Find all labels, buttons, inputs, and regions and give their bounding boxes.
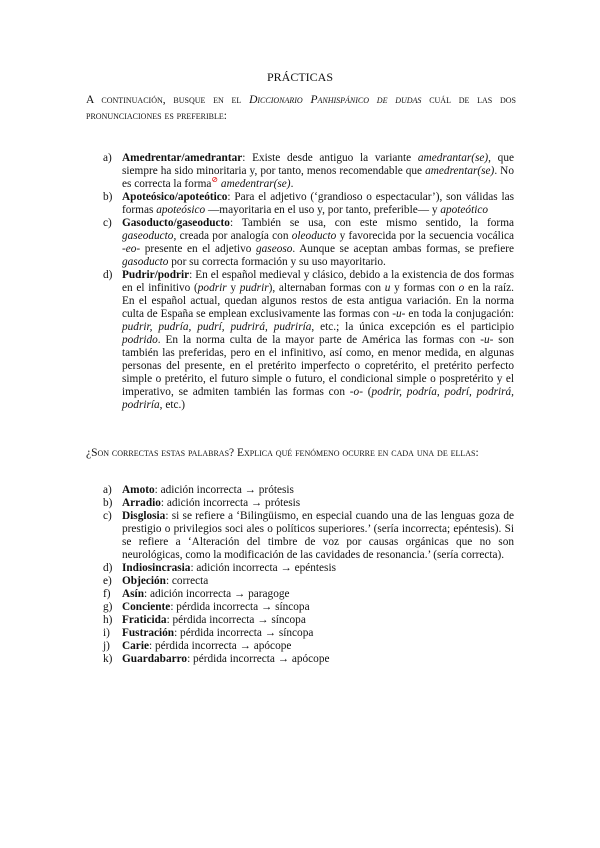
list-item-label: b) [103, 497, 113, 509]
text: . En la norma culta de la mayor parte de América las formas con [157, 334, 481, 346]
italic-text: amedrentar(se) [425, 165, 495, 177]
italic-text: gaseoso [256, 243, 293, 255]
italic-text: oleoducto [291, 230, 337, 242]
italic-text: podrido [122, 334, 158, 346]
text: ), alternaban formas con [268, 282, 385, 294]
text: A continuación, busque en el [86, 94, 250, 106]
text: por su correcta formación y su uso mayoritario. [168, 256, 386, 268]
italic-text: o [458, 282, 465, 294]
annotation-note-icon[interactable]: ⊘ [211, 175, 219, 185]
exercise-1-instruction [86, 92, 516, 124]
italic-text: gaseoducto [122, 230, 174, 242]
text: y formas con [390, 282, 459, 294]
italic-text: apoteótico [440, 204, 489, 216]
list-item [103, 575, 514, 588]
text: , etc.; la única excepción es el participio [311, 321, 515, 333]
italic-text: -u- [392, 308, 406, 320]
text: , creada por analogía con [173, 230, 292, 242]
list-item-label: f) [103, 588, 111, 600]
list-item [103, 640, 514, 653]
text: son también las preferidas, pero en el infinitivo, así como, en menor medida, en algunas personas del presente, en el pretérito imperfecto o copretérito, el pretérito perfecto simple o pretérito, el futuro simple o futuro, el condicional simple o pospretérito y el imperativo, se admiten también las formas con [122, 334, 514, 398]
term: Indiosincrasia [122, 562, 191, 574]
text: . No es correcta la forma [122, 165, 514, 190]
italic-text: pudrir [239, 282, 269, 294]
term: Disglosia [122, 510, 166, 522]
text: en la raíz. En el español actual, quedan algunos restos de esta antigua variación. En la norma culta de España se emplean exclusivamente las formas con [122, 282, 514, 320]
text: : pérdida incorrecta → apócope [187, 653, 330, 665]
list-item [103, 484, 514, 497]
italic-text: podrir [197, 282, 227, 294]
term: Guardabarro [122, 653, 188, 665]
list-item [103, 217, 514, 269]
list-item-label: i) [103, 627, 110, 639]
text: y favorecida por la secuencia vocálica [336, 230, 514, 242]
term: Conciente [122, 601, 171, 613]
italic-text: podrir, podría, podrí, podrirá, podriría [122, 386, 515, 411]
text: —mayoritaria en el uso y, por tanto, preferible— y [205, 204, 441, 216]
italic-text: pudrir, pudría, pudrí, pudrirá, pudriría [122, 321, 312, 333]
list-item-label: k) [103, 653, 113, 665]
list-item-label: g) [103, 601, 113, 613]
italic-text: -u- [480, 334, 494, 346]
list-item-label: e) [103, 575, 112, 587]
list-item [103, 562, 514, 575]
text: cuál de las dos pronunciaciones es preferible: [86, 94, 517, 122]
list-item-label: h) [103, 614, 113, 626]
list-item [103, 269, 514, 412]
text: : pérdida incorrecta → síncopa [166, 614, 306, 626]
list-item [103, 497, 514, 510]
text: : pérdida incorrecta → apócope [148, 640, 292, 652]
term: Gasoducto/gaseoducto [122, 217, 230, 229]
italic-text: gasoducto [122, 256, 169, 268]
text: presente en el adjetivo [140, 243, 256, 255]
text: ( [362, 386, 372, 398]
list-item-label: b) [103, 191, 113, 203]
italic-text: -o- [349, 386, 363, 398]
list-item [103, 191, 514, 217]
italic-text: amedrantar(se) [417, 152, 489, 164]
list-item-label: a) [103, 152, 112, 164]
text: : En el español medieval y clásico, debido a la existencia de dos formas en el infinitivo ( [122, 269, 514, 294]
text: : adición incorrecta → epéntesis [190, 562, 336, 574]
text: : También se usa, con este mismo sentido, la forma [229, 217, 514, 229]
text: : adición incorrecta → paragoge [143, 588, 290, 600]
text: : adición incorrecta → prótesis [160, 497, 301, 509]
text: , que siempre ha sido minoritaria y, por tanto, menos recomendable que [122, 152, 514, 177]
text: . Aunque se aceptan ambas formas, se prefiere [292, 243, 515, 255]
text: : Para el adjetivo (‘grandioso o espectacular’), son válidas las formas [122, 191, 514, 216]
italic-text: Diccionario Panhispánico de dudas [249, 94, 422, 106]
text: : pérdida incorrecta → síncopa [174, 627, 314, 639]
term: Apoteósico/apoteótico [122, 191, 228, 203]
list-item [103, 601, 514, 614]
list-item [103, 588, 514, 601]
text: ¿Son correctas estas palabras? Explica qué fenómeno ocurre en cada una de ellas: [86, 447, 479, 459]
list-item-label: d) [103, 269, 113, 281]
text: : correcta [165, 575, 209, 587]
term: Pudrir/podrir [122, 269, 190, 281]
text: en toda la conjugación: [405, 308, 514, 320]
term: Arradio [122, 497, 161, 509]
list-item-label: c) [103, 510, 112, 522]
term: Carie [122, 640, 149, 652]
term: Asín [122, 588, 144, 600]
page-title: PRÁCTICAS [266, 70, 334, 84]
italic-text: -eo- [122, 243, 141, 255]
list-item [103, 653, 514, 666]
exercise-1-list [103, 152, 514, 412]
list-item-label: j) [103, 640, 110, 652]
exercise-2-instruction [86, 445, 516, 461]
list-item-label: c) [103, 217, 112, 229]
text: , etc.) [159, 399, 186, 411]
text: y [226, 282, 240, 294]
text: . [290, 178, 294, 190]
list-item [103, 152, 514, 191]
italic-text: u [384, 282, 391, 294]
text: : Existe desde antiguo la variante [242, 152, 418, 164]
text: : adición incorrecta → prótesis [154, 484, 294, 496]
list-item [103, 627, 514, 640]
list-item-label: a) [103, 484, 112, 496]
term: Objeción [122, 575, 166, 587]
term: Amedrentar/amedrantar [122, 152, 243, 164]
term: Amoto [122, 484, 155, 496]
list-item-label: d) [103, 562, 113, 574]
italic-text: apoteósico [156, 204, 206, 216]
text: : pérdida incorrecta → síncopa [170, 601, 310, 613]
term: Fustración [122, 627, 175, 639]
list-item [103, 614, 514, 627]
exercise-2-list [103, 484, 514, 666]
text: : si se refiere a ‘Bilingüismo, en especial cuando una de las lenguas goza de prestigio o privilegios soci ales o políticos superiores.’ (sería incorrecta; epéntesis). Si se refiere a ‘Alteración del timbre de voz por causas orgánicas que no son neurológicas, como la modificación de las cavidades de resonancia.’ (sería correcta). [122, 510, 514, 561]
list-item [103, 510, 514, 562]
italic-text: amedentrar(se) [218, 178, 291, 190]
term: Fraticida [122, 614, 167, 626]
